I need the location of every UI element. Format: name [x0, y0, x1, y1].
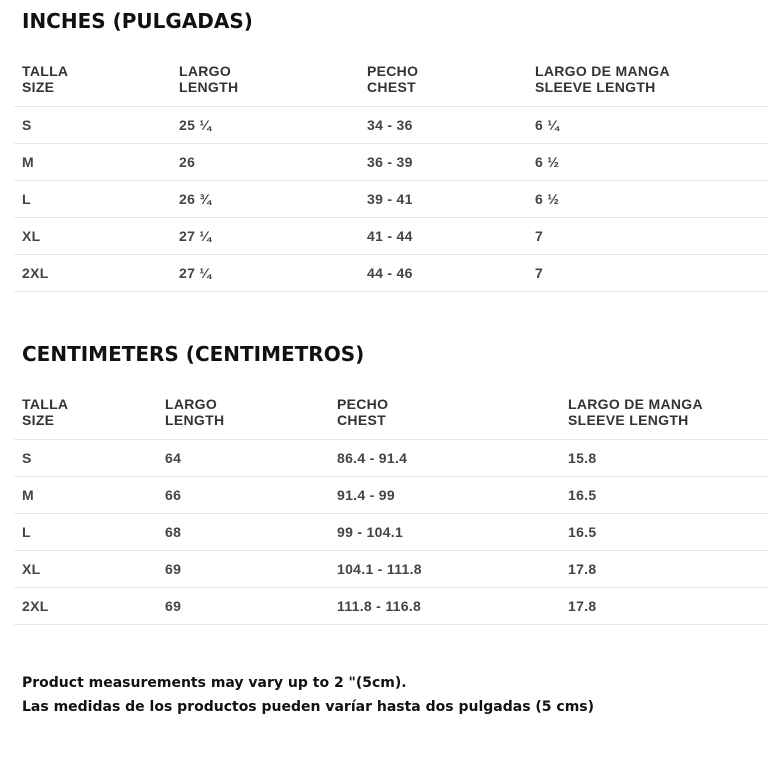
header-label-es: TALLA [22, 63, 69, 79]
cell-size: M [14, 144, 171, 181]
cell-length: 27 ¼ [171, 218, 359, 255]
table-row [14, 181, 768, 218]
header-label-en: LENGTH [165, 412, 225, 428]
cell-size: XL [14, 218, 171, 255]
table-row [14, 477, 768, 514]
cell-chest: 36 - 39 [359, 144, 527, 181]
table-row [14, 514, 768, 551]
cell-sleeve-length: 17.8 [560, 588, 768, 625]
header-sleeve-length [560, 389, 768, 440]
cell-sleeve-length: 6 ½ [527, 144, 768, 181]
cell-sleeve-length: 7 [527, 218, 768, 255]
header-label-en: SIZE [22, 412, 55, 428]
cell-sleeve-length: 6 ½ [527, 181, 768, 218]
header-length [171, 56, 359, 107]
header-chest [359, 56, 527, 107]
measurement-note-spanish: Las medidas de los productos pueden varíar hasta dos pulgadas (5 cms) [22, 699, 595, 715]
cell-size: S [14, 440, 157, 477]
table-row [14, 144, 768, 181]
cell-length: 66 [157, 477, 329, 514]
header-label-en: CHEST [367, 79, 416, 95]
cell-size: S [14, 107, 171, 144]
table-row [14, 218, 768, 255]
cell-size: L [14, 514, 157, 551]
table-row [14, 551, 768, 588]
header-label-es: LARGO [165, 396, 218, 412]
header-label-es: PECHO [337, 396, 389, 412]
cell-size: 2XL [14, 255, 171, 292]
table-header-row [14, 389, 768, 440]
header-label-es: LARGO [179, 63, 232, 79]
header-label-en: CHEST [337, 412, 386, 428]
measurement-note-english: Product measurements may vary up to 2 "(5cm). [22, 675, 407, 691]
centimeters-section-title: CENTIMETERS (CENTIMETROS) [22, 342, 365, 366]
cell-chest: 41 - 44 [359, 218, 527, 255]
table-row [14, 255, 768, 292]
cell-length: 68 [157, 514, 329, 551]
header-sleeve-length [527, 56, 768, 107]
header-size [14, 389, 157, 440]
inches-section-title: INCHES (PULGADAS) [22, 9, 253, 33]
cell-length: 27 ¼ [171, 255, 359, 292]
cell-chest: 44 - 46 [359, 255, 527, 292]
cell-size: M [14, 477, 157, 514]
cell-chest: 99 - 104.1 [329, 514, 560, 551]
header-label-es: LARGO DE MANGA [568, 396, 703, 412]
cell-size: XL [14, 551, 157, 588]
cell-sleeve-length: 17.8 [560, 551, 768, 588]
header-label-es: LARGO DE MANGA [535, 63, 670, 79]
cell-length: 26 ¾ [171, 181, 359, 218]
header-label-en: SLEEVE LENGTH [535, 79, 656, 95]
cell-length: 69 [157, 588, 329, 625]
cell-sleeve-length: 16.5 [560, 477, 768, 514]
header-chest [329, 389, 560, 440]
header-length [157, 389, 329, 440]
cell-chest: 104.1 - 111.8 [329, 551, 560, 588]
cell-sleeve-length: 15.8 [560, 440, 768, 477]
header-label-es: PECHO [367, 63, 419, 79]
cell-size: 2XL [14, 588, 157, 625]
cell-length: 64 [157, 440, 329, 477]
cell-length: 26 [171, 144, 359, 181]
header-size [14, 56, 171, 107]
table-row [14, 107, 768, 144]
cell-size: L [14, 181, 171, 218]
header-label-en: SIZE [22, 79, 55, 95]
header-label-es: TALLA [22, 396, 69, 412]
cell-chest: 111.8 - 116.8 [329, 588, 560, 625]
centimeters-size-table [14, 389, 768, 625]
table-row [14, 440, 768, 477]
header-label-en: LENGTH [179, 79, 239, 95]
cell-chest: 91.4 - 99 [329, 477, 560, 514]
cell-chest: 34 - 36 [359, 107, 527, 144]
cell-sleeve-length: 6 ¼ [527, 107, 768, 144]
inches-size-table [14, 56, 768, 292]
cell-sleeve-length: 7 [527, 255, 768, 292]
cell-chest: 39 - 41 [359, 181, 527, 218]
cell-length: 69 [157, 551, 329, 588]
table-row [14, 588, 768, 625]
header-label-en: SLEEVE LENGTH [568, 412, 689, 428]
cell-chest: 86.4 - 91.4 [329, 440, 560, 477]
table-header-row [14, 56, 768, 107]
cell-length: 25 ¼ [171, 107, 359, 144]
cell-sleeve-length: 16.5 [560, 514, 768, 551]
